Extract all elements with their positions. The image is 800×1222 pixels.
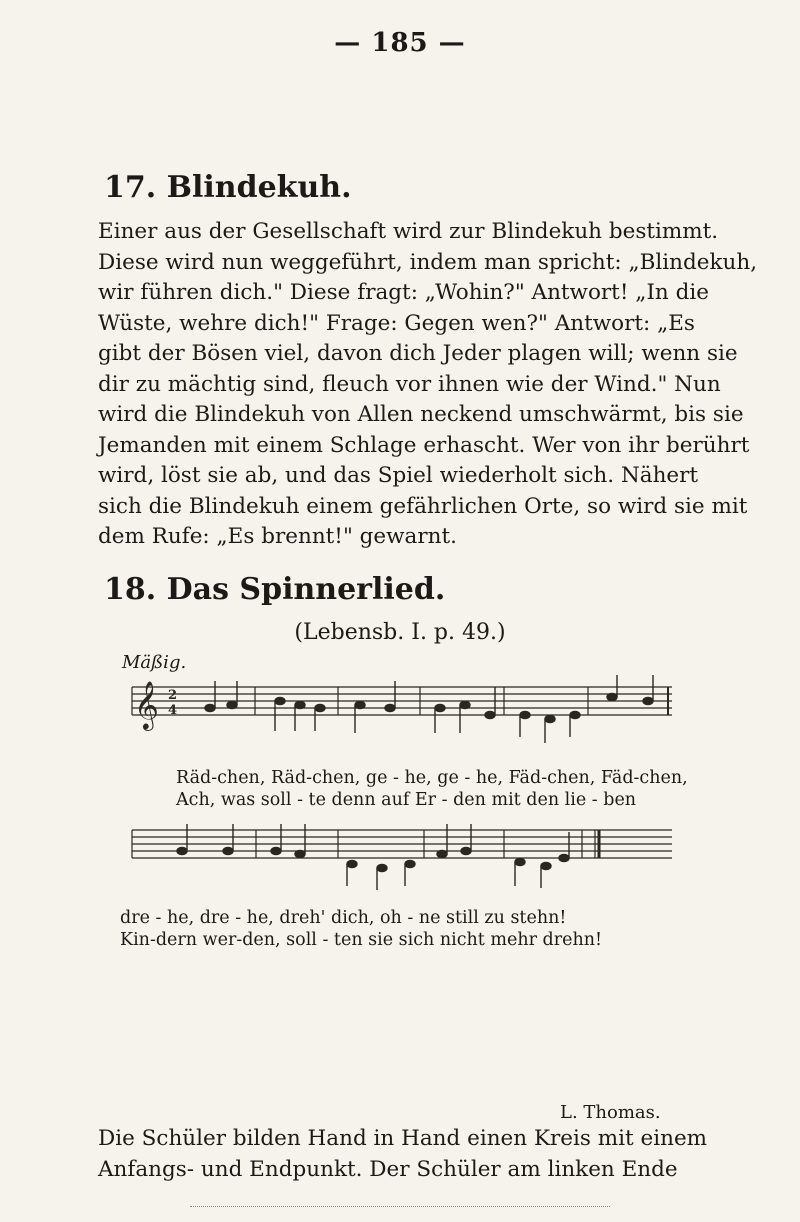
song-source: (Lebensb. I. p. 49.): [294, 620, 506, 645]
time-signature-top: 2: [168, 688, 178, 703]
svg-text:4: 4: [168, 703, 178, 718]
lyrics-verse-2-part-2: Kin-dern wer-den, soll - ten sie sich nicht mehr drehn!: [120, 930, 603, 950]
text-line: Anfangs- und Endpunkt. Der Schüler am linken Ende: [98, 1156, 678, 1182]
section-17-body: [98, 217, 758, 553]
section-18-title: 18. Das Spinnerlied.: [104, 572, 446, 607]
text-line: gibt der Bösen viel, davon dich Jeder plagen will; wenn sie: [98, 341, 738, 366]
text-line: dir zu mächtig sind, fleuch vor ihnen wie der Wind." Nun: [98, 371, 721, 397]
svg-text:𝄞: 𝄞: [134, 680, 159, 729]
music-staff-1: [120, 675, 680, 765]
text-line: Einer aus der Gesellschaft wird zur Blindekuh bestimmt.: [98, 219, 719, 244]
page-number: — 185 —: [334, 28, 466, 58]
text-line: wird die Blindekuh von Allen neckend umschwärmt, bis sie: [98, 402, 744, 427]
page-edge-line: [190, 1206, 610, 1207]
lyrics-verse-1-part-2: dre - he, dre - he, dreh' dich, oh - ne still zu stehn!: [120, 908, 567, 928]
lyrics-verse-2-part-1: Ach, was soll - te denn auf Er - den mit den lie - ben: [176, 790, 637, 810]
text-line: Diese wird nun weggeführt, indem man spricht: „Blindekuh,: [98, 249, 758, 275]
section-18-body: [98, 1124, 712, 1185]
text-line: wird, löst sie ab, und das Spiel wiederholt sich. Nähert: [98, 463, 699, 488]
text-line: Die Schüler bilden Hand in Hand einen Kreis mit einem: [98, 1126, 708, 1151]
section-17-title: 17. Blindekuh.: [104, 170, 352, 205]
tempo-marking: Mäßig.: [122, 652, 187, 673]
lyrics-verse-1-part-1: Räd-chen, Räd-chen, ge - he, ge - he, Fäd-chen, Fäd-chen,: [176, 768, 688, 788]
music-staff-2: [120, 820, 680, 910]
text-line: sich die Blindekuh einem gefährlichen Orte, so wird sie mit: [98, 493, 748, 519]
text-line: dem Rufe: „Es brennt!" gewarnt.: [98, 524, 457, 549]
song-author: L. Thomas.: [560, 1102, 661, 1123]
text-line: Jemanden mit einem Schlage erhascht. Wer von ihr berührt: [98, 432, 750, 458]
text-line: Wüste, wehre dich!" Frage: Gegen wen?" Antwort: „Es: [98, 310, 695, 336]
text-line: wir führen dich." Diese fragt: „Wohin?" Antwort! „In die: [98, 280, 709, 305]
